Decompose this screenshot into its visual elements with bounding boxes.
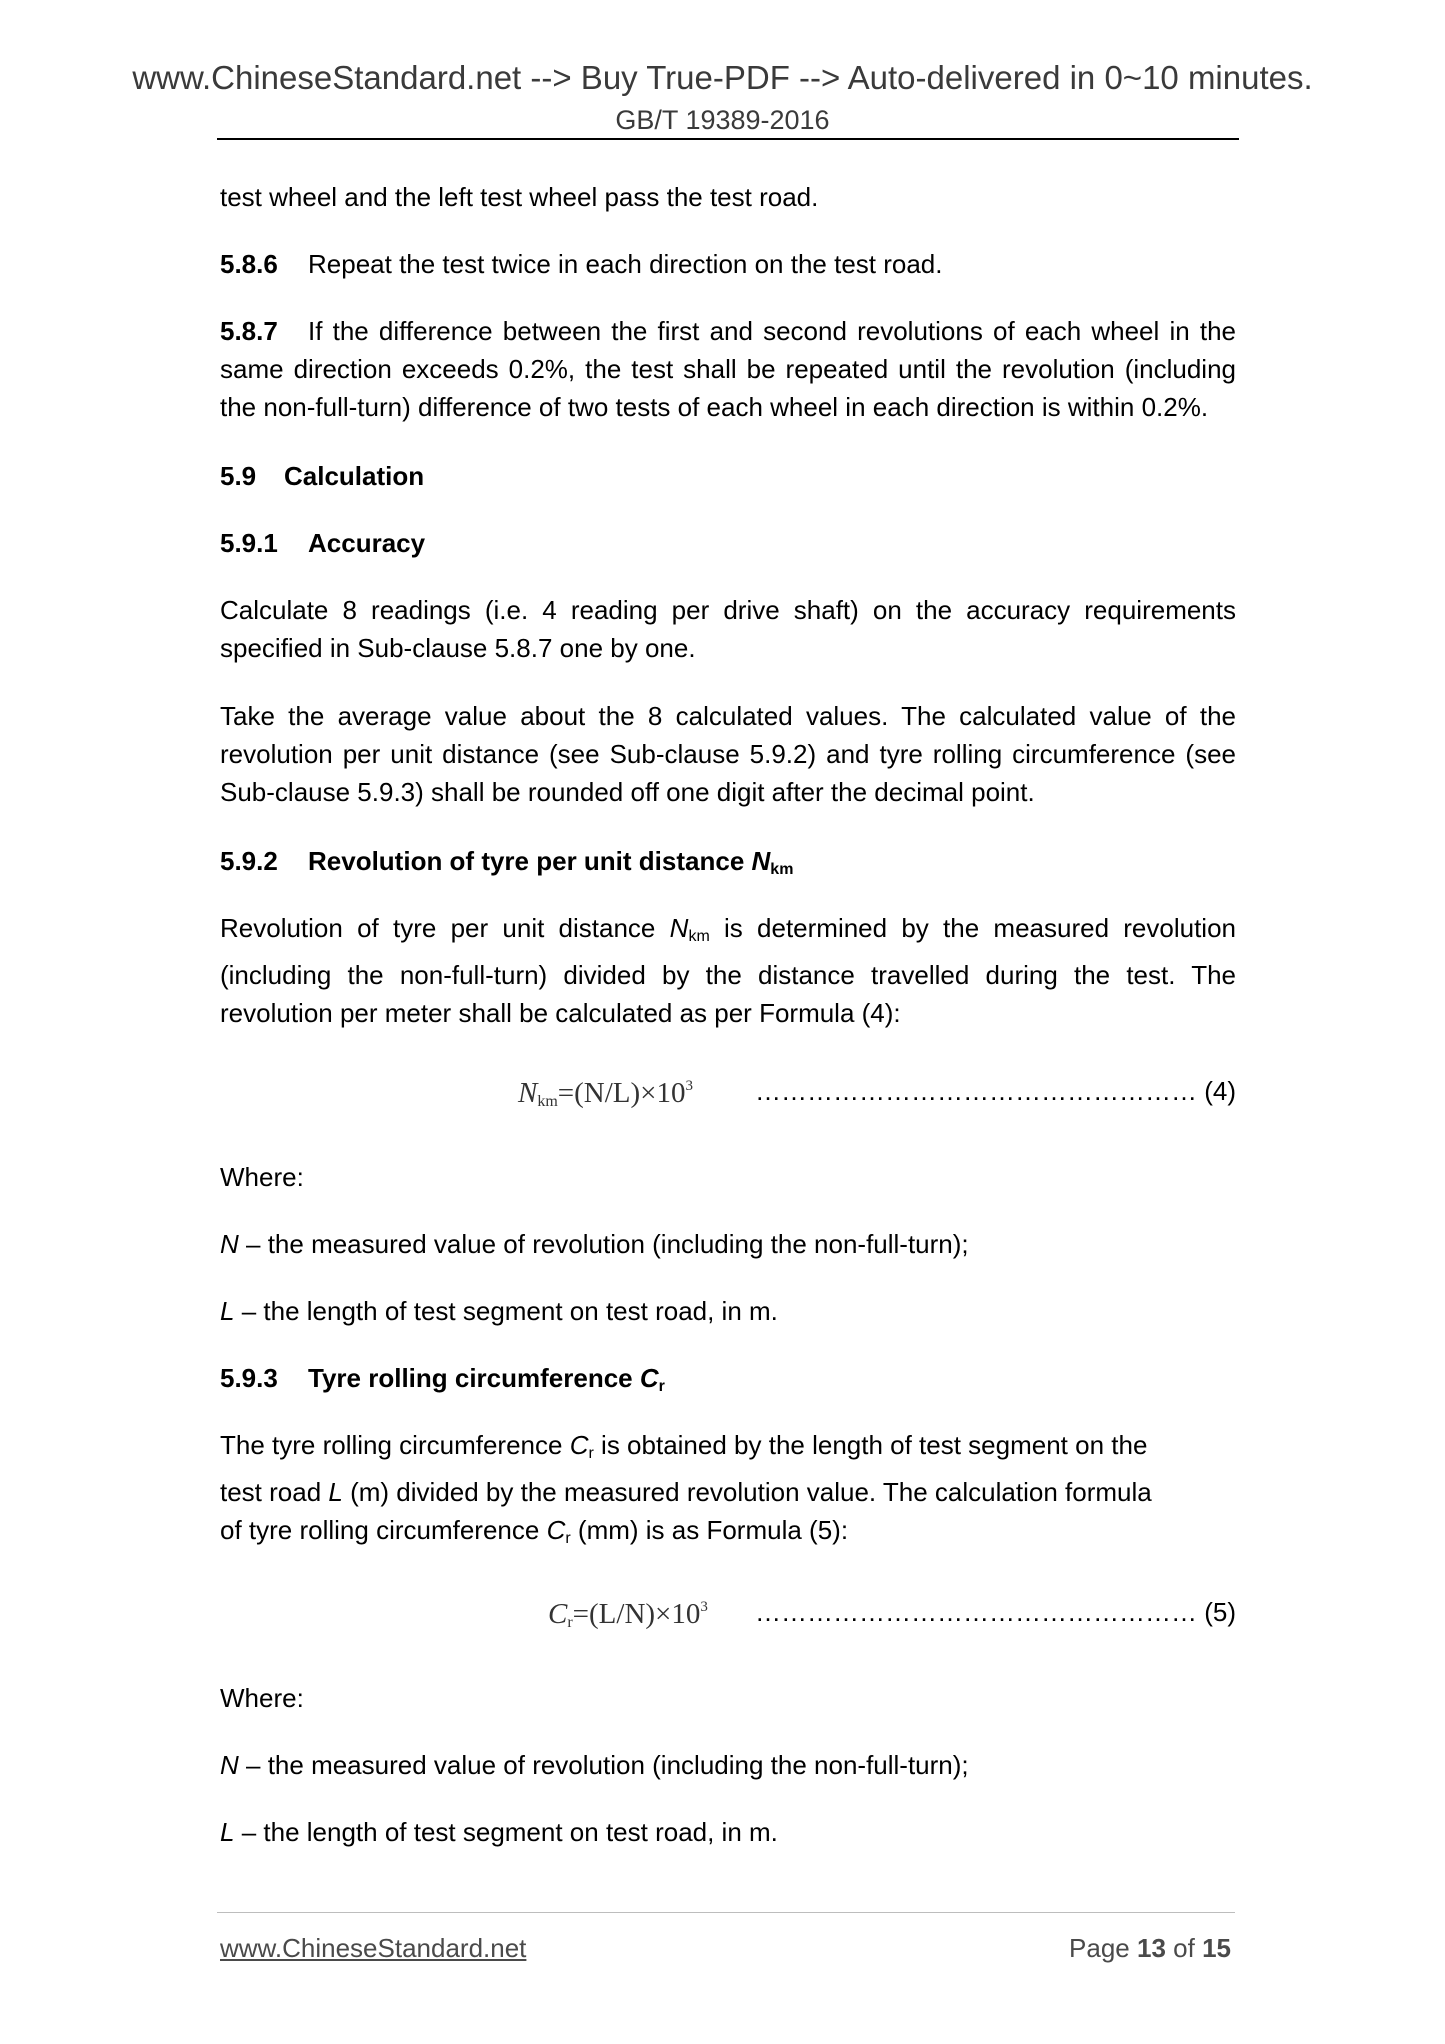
clause-text: If the difference between the first and second revolutions of each wheel in the same direction exceeds 0.2%, the test shall be repeated until the revolution (including the non-full-turn) difference of two tests of each wheel in each direction is within 0.2%. xyxy=(220,316,1236,422)
definition-symbol: L xyxy=(220,1817,235,1847)
page-of: of xyxy=(1173,1933,1195,1963)
heading-5-9-3 xyxy=(220,1359,1236,1406)
text-run: (mm) is as Formula (5): xyxy=(577,1515,849,1545)
symbol: L xyxy=(328,1477,343,1507)
formula-leader-and-number xyxy=(755,1593,1236,1631)
formula-lhs: C xyxy=(548,1598,568,1630)
definition-text: – the measured value of revolution (including the non-full-turn); xyxy=(246,1750,969,1780)
definition-symbol: N xyxy=(220,1229,239,1259)
clause-number: 5.8.6 xyxy=(220,249,278,279)
heading-title: Revolution of tyre per unit distance xyxy=(308,846,745,876)
paragraph-line xyxy=(220,1511,1236,1558)
revolution-paragraph xyxy=(220,909,1236,1032)
definition-text: – the length of test segment on test road, in m. xyxy=(241,1296,778,1326)
definition-symbol: L xyxy=(220,1296,235,1326)
continued-paragraph: test wheel and the left test wheel pass the test road. xyxy=(220,182,819,212)
clause-5-8-7 xyxy=(220,312,1236,426)
definition-text: – the measured value of revolution (including the non-full-turn); xyxy=(246,1229,969,1259)
footer-divider xyxy=(217,1912,1235,1913)
definition-n xyxy=(220,1225,1236,1263)
heading-5-9-2 xyxy=(220,842,1236,889)
formula-exponent: 3 xyxy=(685,1078,694,1094)
text-run: of tyre rolling circumference xyxy=(220,1515,540,1545)
symbol-subscript: km xyxy=(688,928,710,945)
heading-symbol-subscript: km xyxy=(770,861,794,878)
text-run: is determined by the measured revolution (including the non-full-turn) divided by the distance travelled during the test. The revolution per meter shall be calculated as per Formula (4): xyxy=(220,913,1236,1028)
text-run: The tyre rolling circumference xyxy=(220,1430,563,1460)
heading-symbol: C xyxy=(639,1363,659,1393)
circumference-paragraph xyxy=(220,1426,1236,1558)
paragraph-line xyxy=(220,1426,1236,1473)
clause-number: 5.8.7 xyxy=(220,316,278,346)
heading-title: Tyre rolling circumference xyxy=(308,1363,633,1393)
formula-exponent: 3 xyxy=(700,1599,708,1615)
paragraph-line xyxy=(220,1473,1236,1511)
heading-number: 5.9.1 xyxy=(220,528,278,558)
page-indicator xyxy=(1069,1932,1231,1964)
text-run: is obtained by the length of test segment on the xyxy=(601,1430,1148,1460)
formula-lhs-subscript: r xyxy=(567,1614,573,1631)
formula-leader-and-number xyxy=(755,1072,1236,1110)
heading-number: 5.9.3 xyxy=(220,1363,278,1393)
definition-n xyxy=(220,1746,1236,1784)
formula-lhs-subscript: km xyxy=(537,1093,558,1110)
symbol-subscript: r xyxy=(588,1445,594,1462)
definition-l xyxy=(220,1292,1236,1330)
heading-symbol: N xyxy=(751,846,771,876)
standard-number: GB/T 19389-2016 xyxy=(615,105,830,135)
definition-l xyxy=(220,1813,1236,1851)
page-current: 13 xyxy=(1137,1933,1166,1963)
heading-number: 5.9.2 xyxy=(220,846,278,876)
clause-text: Repeat the test twice in each direction on the test road. xyxy=(308,249,943,279)
formula-number: (4) xyxy=(1204,1076,1236,1106)
heading-number: 5.9 xyxy=(220,461,257,491)
formula-5 xyxy=(220,1587,1236,1633)
formula-rhs: =(L/N)×10 xyxy=(572,1598,701,1630)
page-total: 15 xyxy=(1202,1933,1231,1963)
formula-4 xyxy=(220,1066,1236,1112)
where-label: Where: xyxy=(220,1162,304,1192)
formula-number: (5) xyxy=(1204,1597,1236,1627)
formula-expression xyxy=(548,1587,708,1643)
symbol-subscript: r xyxy=(565,1530,571,1547)
header-banner[interactable]: www.ChineseStandard.net --> Buy True-PDF --> Auto-delivered in 0~10 minutes. xyxy=(132,59,1313,96)
page-label: Page xyxy=(1069,1933,1130,1963)
text-run: test road xyxy=(220,1477,322,1507)
heading-5-9-1 xyxy=(220,524,1236,562)
text-run: Revolution of tyre per unit distance xyxy=(220,913,656,943)
accuracy-paragraph-2: Take the average value about the 8 calculated values. The calculated value of the revolution per unit distance (see Sub-clause 5.9.2) and tyre rolling circumference (see Sub-clause 5.9.3) shall be rounded off one digit after the decimal point. xyxy=(220,701,1236,807)
dot-leader: …………………………………………… xyxy=(754,1597,1197,1627)
formula-expression xyxy=(518,1066,693,1122)
dot-leader: …………………………………………… xyxy=(754,1076,1197,1106)
heading-title: Calculation xyxy=(284,461,425,491)
where-label: Where: xyxy=(220,1683,304,1713)
header-divider xyxy=(217,138,1239,140)
heading-title: Accuracy xyxy=(308,528,426,558)
text-run: (m) divided by the measured revolution value. The calculation formula xyxy=(350,1477,1152,1507)
accuracy-paragraph-1: Calculate 8 readings (i.e. 4 reading per drive shaft) on the accuracy requirements specified in Sub-clause 5.8.7 one by one. xyxy=(220,595,1236,663)
formula-lhs: N xyxy=(518,1077,538,1109)
heading-symbol-subscript: r xyxy=(658,1378,665,1395)
heading-5-9 xyxy=(220,457,1236,495)
definition-symbol: N xyxy=(220,1750,239,1780)
symbol: C xyxy=(546,1515,566,1545)
definition-text: – the length of test segment on test road, in m. xyxy=(241,1817,778,1847)
footer-link[interactable]: www.ChineseStandard.net xyxy=(220,1933,527,1963)
formula-rhs: =(N/L)×10 xyxy=(557,1077,686,1109)
clause-5-8-6 xyxy=(220,245,1236,283)
symbol: C xyxy=(569,1430,589,1460)
symbol: N xyxy=(669,913,689,943)
